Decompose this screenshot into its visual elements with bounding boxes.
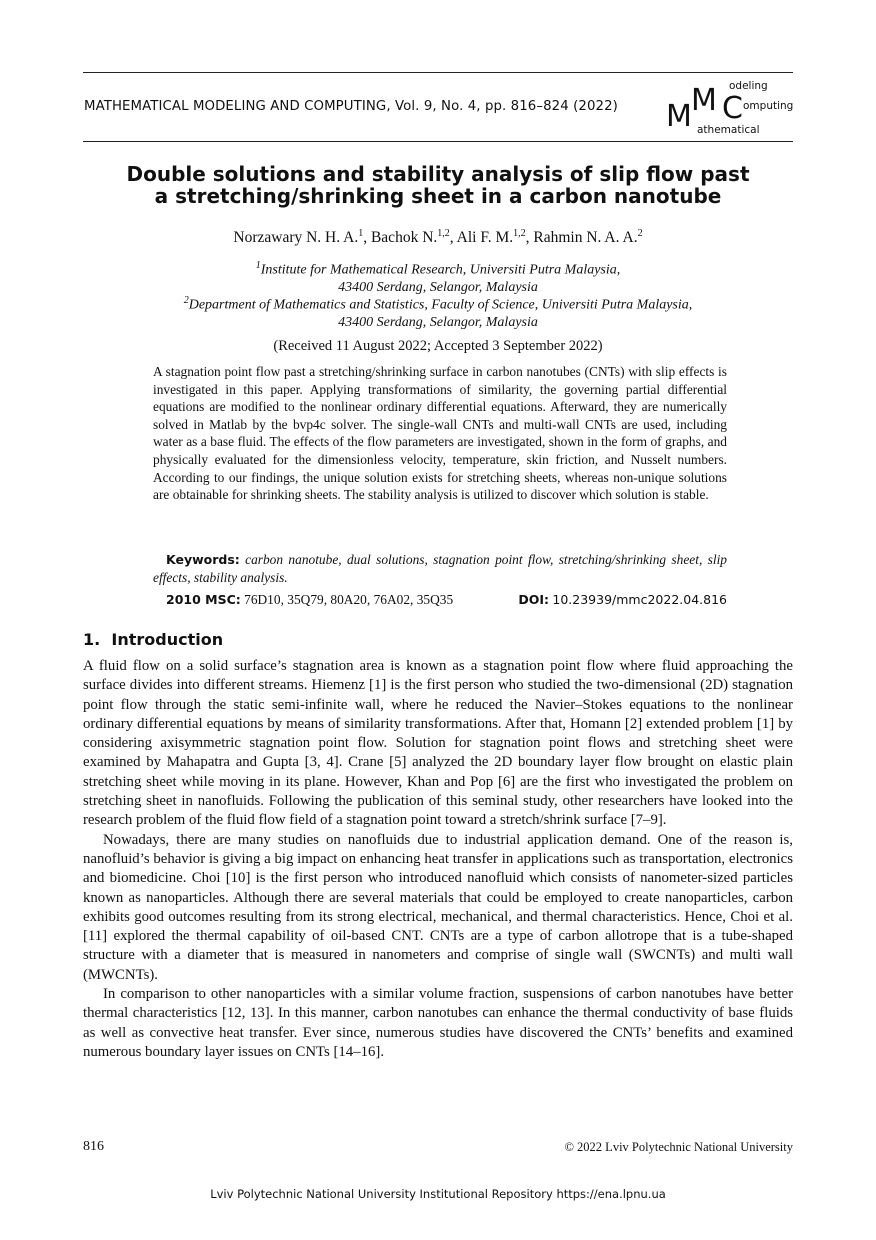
logo-letter-c: C: [722, 91, 743, 126]
abstract: A stagnation point flow past a stretching/shrinking surface in carbon nanotubes (CNTs) with slip effects is investigated in this paper. Applying transformations of similarity, the governing partial differential equations are modified to the nonlinear ordinary differential equations. Afterward, they are numerically solved in Matlab by the bvp4c solver. The single-wall CNTs and multi-wall CNTs are used, including water as a base fluid. The effects of the flow parameters are investigated, shown in the form of graphs, and physically evaluated for the dimensionless velocity, temperature, skin friction, and Nusselt numbers. According to our findings, the unique solution exists for stretching sheets, whereas non-unique solutions are obtainable for shrinking sheets. The stability analysis is utilized to discover which solution is stable.: [153, 364, 727, 503]
msc-codes: [166, 592, 453, 608]
logo-word-mathematical: athematical: [697, 124, 760, 136]
affiliation-number: 2: [183, 295, 189, 306]
author-affiliation-mark: 1,2: [437, 228, 450, 239]
author-name: Norzawary N. H. A.: [233, 229, 359, 247]
author-separator: ,: [363, 229, 371, 247]
author-list: [83, 228, 793, 247]
author-separator: ,: [525, 229, 534, 247]
paragraph: A fluid flow on a solid surface’s stagnation area is known as a stagnation point flow where fluid approaching the surface divides into different streams. Hiemenz [1] is the first person who studied the two-dimensional (2D) stagnation point flow through the static semi-infinite wall, where he reduced the Navier–Stokes equations to the nonlinear ordinary differential equations by means of similarity transformations. After that, Homann [2] extended problem [1] by considering axisymmetric stagnation point flow. Solution for stagnation point flows and stretching sheet were examined by Mahapatra and Gupta [3, 4]. Crane [5] analyzed the 2D boundary layer flow brought on elastic plain stretching sheet while moving in its plane. However, Khan and Pop [6] are the first who investigated the problem on stretching sheet in nanofluids. Following the publication of this seminal study, other researchers have looked into the research problem of the fluid flow field of a stagnation point toward a stretch/shrink surface [7–9].: [83, 658, 793, 829]
header-bottom-rule: [83, 141, 793, 142]
repository-footer: Lviv Polytechnic National University Institutional Repository https://ena.lpnu.ua: [210, 1187, 666, 1201]
header-top-rule: [83, 72, 793, 73]
author-separator: ,: [449, 229, 457, 247]
affiliation-1: [83, 257, 793, 297]
author-affiliation-mark: 2: [637, 228, 643, 239]
logo-word-computing: omputing: [743, 100, 794, 112]
keywords-text: carbon nanotube, dual solutions, stagnation point flow, stretching/shrinking sheet, slip effects, stability analysis.: [153, 552, 727, 585]
affiliation-line: Institute for Mathematical Research, Universiti Putra Malaysia,: [260, 262, 621, 278]
author-name: Rahmin N. A. A.: [533, 229, 638, 247]
author-affiliation-mark: 1: [358, 228, 364, 239]
paragraph: In comparison to other nanoparticles with a similar volume fraction, suspensions of carbon nanotubes have better thermal characteristics [12, 13]. In this manner, carbon nanotubes can enhance the thermal conductivity of base fluids as well as convective heat transfer. Ever since, numerous studies have discovered the CNTs’ benefits and examined numerous boundary layer issues on CNTs [14–16].: [83, 986, 793, 1060]
section-number: 1.: [83, 630, 101, 649]
title-line-2: a stretching/shrinking sheet in a carbon nanotube: [154, 184, 722, 208]
journal-logo: [663, 78, 794, 138]
keywords-label: Keywords:: [166, 552, 240, 567]
affiliation-line: 43400 Serdang, Selangor, Malaysia: [338, 280, 538, 296]
paper-title: [83, 163, 793, 207]
author-name: Bachok N.: [370, 229, 438, 247]
section-title: Introduction: [111, 630, 224, 649]
introduction-body: [83, 657, 793, 1062]
title-line-1: Double solutions and stability analysis of slip flow past: [126, 162, 750, 186]
affiliation-line: Department of Mathematics and Statistics, Faculty of Science, Universiti Putra Malaysia,: [188, 297, 693, 313]
doi-link[interactable]: 10.23939/mmc2022.04.816: [552, 592, 727, 607]
author-name: Ali F. M.: [456, 229, 514, 247]
received-dates: (Received 11 August 2022; Accepted 3 September 2022): [273, 338, 603, 354]
logo-letter-m-upper: M: [691, 83, 717, 118]
paragraph: Nowadays, there are many studies on nanofluids due to industrial application demand. One of the reason is, nanofluid’s behavior is giving a big impact on enhancing heat transfer in applications such as transportation, electronics and biomedicine. Choi [10] is the first person who introduced nanofluid which consists of nanometer-sized particles known as nanoparticles. Although there are several materials that could be employed to create nanoparticles, carbon exhibits good outcomes resulting from its strong electrical, mechanical, and thermal characteristics. Hence, Choi et al. [11] explored the thermal capability of oil-based CNT. CNTs are a type of carbon allotrope that is a tube-shaped structure with a diameter that is measured in nanometers and comprise of single wall (SWCNTs) and multi wall (MWCNTs).: [83, 831, 793, 983]
logo-letter-m-large: M: [666, 99, 692, 134]
page-number: 816: [83, 1139, 104, 1154]
msc-label: 2010 MSC:: [166, 592, 241, 607]
section-heading: [83, 630, 223, 649]
doi-label: DOI:: [518, 592, 550, 607]
keywords: [153, 551, 727, 586]
copyright-notice: © 2022 Lviv Polytechnic National University: [564, 1140, 793, 1154]
affiliation-number: 1: [255, 260, 261, 271]
affiliation-line: 43400 Serdang, Selangor, Malaysia: [338, 315, 538, 331]
msc-value: 76D10, 35Q79, 80A20, 76A02, 35Q35: [244, 592, 454, 607]
logo-word-modeling: odeling: [729, 80, 768, 92]
doi: [518, 592, 727, 608]
journal-citation: MATHEMATICAL MODELING AND COMPUTING, Vol. 9, No. 4, pp. 816–824 (2022): [84, 99, 618, 114]
affiliation-2: [83, 292, 793, 332]
author-affiliation-mark: 1,2: [513, 228, 526, 239]
